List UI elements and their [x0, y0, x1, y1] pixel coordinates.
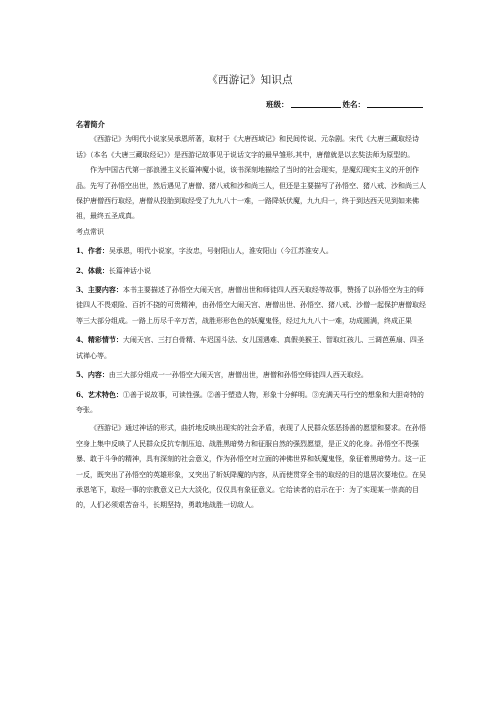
item-highlights-label: 4、精彩情节：	[76, 335, 123, 345]
name-label: 姓名：	[342, 100, 365, 109]
item-genre	[76, 263, 426, 279]
class-blank	[291, 101, 341, 108]
item-author-text: 吴承恩，明代小说家，字汝忠，号射阳山人，淮安阳山（今江苏淮安人。	[108, 247, 333, 256]
item-main-content-label: 3、主要内容：	[76, 285, 123, 295]
item-content	[76, 367, 426, 383]
item-genre-text: 长篇神话小说	[108, 266, 151, 275]
item-main-content-text: 本书主要描述了孙悟空大闹天宫，唐僧出世和师徒四人西天取经等故事，赞扬了以孙悟空为主的师徒四人不畏艰险、百折不挠的可贵精神，由孙悟空大闹天宫、唐僧出世、孙悟空、猪八戒、沙僧一起保护唐僧取经等三大部分组成。一路上历尽千辛万苦，战胜形形色色的妖魔鬼怪，经过九九八十一难，功成圆满，终成正果	[76, 286, 426, 325]
name-blank	[367, 101, 423, 108]
class-name-line	[266, 99, 425, 110]
intro-paragraph-1: 《西游记》为明代小说家吴承恩所著，取材于《大唐西域记》和民间传说、元杂剧。宋代《大唐三藏取经诗话》（本名《大唐三藏取经记》）是西游记故事见于说话文字的最早雏形,其中，唐僧就是以玄奘法师为原型的。	[76, 135, 419, 159]
item-highlights-text: 大闹天宫、三打白骨精、车迟国斗法、女儿国遇难、真假美猴王、智取红孩儿、三调芭蕉扇、四圣试禅心等。	[76, 336, 424, 360]
knowledge-heading: 考点常识	[76, 227, 104, 236]
class-label: 班级：	[266, 100, 289, 109]
item-genre-label: 2、体裁：	[76, 265, 109, 275]
item-artistic-text: ①善于说故事，可读性强。②善于塑造人物，形象十分鲜明。③充满天马行空的想象和大胆奇特的夸张。	[76, 390, 424, 414]
document-title: 《西游记》知识点	[207, 74, 293, 86]
item-author-label: 1、作者：	[76, 246, 109, 256]
intro-heading: 名著简介	[76, 120, 105, 129]
analysis-paragraph: 《西游记》通过神话的形式，曲折地反映出现实的社会矛盾，表现了人民群众惩恶扬善的愿望和要求。在孙悟空身上集中反映了人民群众反抗专制压迫、战胜黑暗势力和征服自然的强烈愿望，是正义的化身。孙悟空不畏强暴、敢于斗争的精神，具有深刻的社会意义，作为孙悟空对立面的神佛世界和妖魔鬼怪，象征着黑暗势力。这一正一反，既突出了孙悟空的英雄形象，又突出了斩妖降魔的内容，从而使贯穿全书的取经的目的退居次要地位。在吴承恩笔下，取经一事的宗教意义已大大淡化，仅仅具有象征意义。它给读者的启示在于：为了实现某一崇高的目的，人们必须艰苦奋斗，长期坚持，勇敢地战胜一切敌人。	[76, 424, 426, 510]
item-content-text: 由三大部分组成一一孙悟空大闹天宫，唐僧出世，唐僧和孙悟空师徒四人西天取经。	[108, 371, 368, 380]
item-content-label: 5、内容：	[76, 370, 109, 380]
item-artistic-label: 6、艺术特色：	[76, 389, 123, 399]
item-main-content	[76, 282, 426, 329]
item-author	[76, 243, 426, 259]
item-artistic	[76, 387, 426, 419]
item-highlights	[76, 332, 426, 364]
intro-paragraph-2: 作为中国古代第一部浪漫主义长篇神魔小说，该书深刻地描绘了当时的社会现实，是魔幻现实主义的开创作品。先写了孙悟空出世，然后遇见了唐僧、猪八戒和沙和尚三人，但还是主要描写了孙悟空、猪八戒、沙和尚三人保护唐僧西行取经，唐僧从投胎到取经受了九九八十一难，一路降妖伏魔，九九归一，终于到达西天见到如来佛祖，最终五圣成真。	[76, 166, 426, 221]
document-body	[76, 117, 426, 514]
